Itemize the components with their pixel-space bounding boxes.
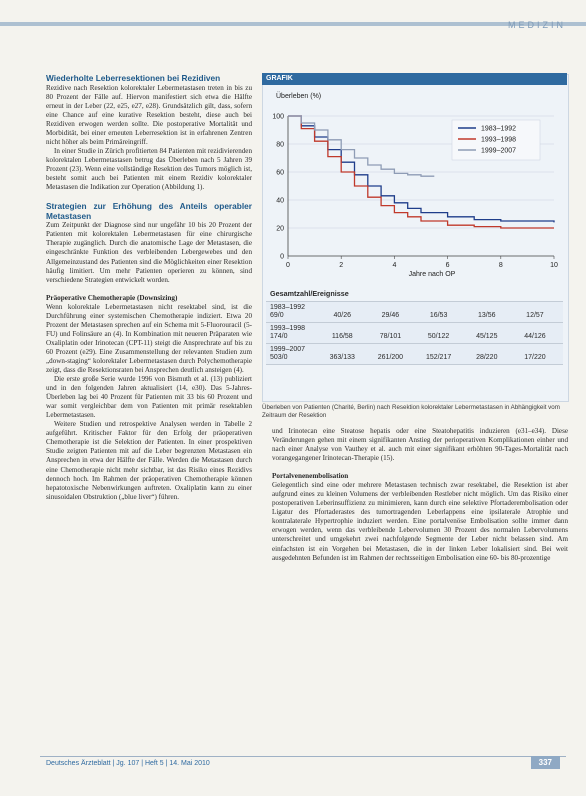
table-cell: 16/53 (429, 312, 448, 319)
series-line-2 (288, 116, 434, 176)
table-cell: 78/101 (379, 333, 402, 340)
y-tick-label: 80 (276, 141, 284, 149)
heading-rezidive: Wiederholte Leberresektionen bei Rezidiven (46, 73, 221, 83)
y-tick-label: 100 (272, 113, 284, 121)
y-axis-label: Überleben (%) (276, 93, 322, 100)
table-cell: 29/46 (381, 312, 400, 319)
table-cell: 45/125 (476, 333, 498, 340)
page-number: 337 (531, 756, 560, 769)
y-tick-label: 60 (276, 169, 284, 177)
heading-portalvenen: Portalvenenembolisation (272, 472, 349, 481)
table-period-label: 1983–1992 (266, 302, 563, 311)
paragraph: Rezidive nach Resektion kolorektaler Lebermetastasen treten in bis zu 80 Prozent der Fälle auf. Hiervon manifestiert sich etwa die Hälfte erneut in der Leber (22, e25, e27, e28). Grundsätzlich gilt, dass, sofern eine Chance auf eine kurative Resektion besteht, diese auch bei Rezidiven erwogen werden sollte. Die postoperative Mortalität und Morbidität, bei einer erneuten Leberresektion ist in erfahrenen Zentren nicht höher als beim Primäreingriff. (46, 83, 252, 146)
heading-chemotherapie: Präoperative Chemotherapie (Downsizing) (46, 293, 178, 302)
section-label: MEDIZIN (508, 20, 566, 30)
paragraph: Die erste große Serie wurde 1996 von Bismuth et al. (13) publiziert und in den folgenden Jahren aktualisiert (14, e30). Das 5-Jahres-Überleben lag bei 40 Prozent für Patienten mit 33 bis 60 Prozent und war somit vergleichbar dem von Patienten mit primär resektablen Lebermetastasen. (46, 375, 252, 420)
y-tick-label: 20 (276, 225, 284, 233)
table-row (266, 332, 563, 344)
y-tick-label: 40 (276, 197, 284, 205)
x-tick-label: 6 (445, 262, 450, 269)
x-tick-label: 8 (498, 262, 503, 269)
legend-label: 1983–1992 (481, 125, 517, 133)
right-column (272, 427, 568, 563)
table-cell: 44/126 (524, 333, 546, 340)
table-cell: 13/56 (478, 312, 496, 319)
figure-tag: GRAFIK (262, 73, 567, 85)
footer-rule (40, 756, 566, 757)
header-rule (0, 22, 586, 26)
table-cell: 69/0 (270, 312, 284, 319)
heading-strategien: Strategien zur Erhöhung des Anteils operabler Metastasen (46, 201, 252, 221)
paragraph: und Irinotecan eine Steatose hepatis oder eine Steatohepatitis induzieren (e31–e34). Diese Veränderungen gehen mit einem signifikanten Anstieg der perioperativen Komplikationen einher und nach einer Analyse von Vauthey et al. auch mit einer signifikant erhöhten 90-Tages-Mortalität nach vorangegangener Irinotecan-Therapie (15). (272, 427, 568, 463)
table-cell: 12/57 (526, 312, 544, 319)
table-cell: 28/220 (476, 354, 498, 361)
x-tick-label: 10 (550, 262, 558, 269)
table-cell: 116/58 (331, 333, 353, 340)
paragraph: Gelegentlich sind eine oder mehrere Metastasen technisch zwar resektabel, die Resektion ist aber aufgrund eines zu kleinen Volumens der verbleibenden Restleber nicht möglich. Um das Risiko einer postoperativen Leberinsuffizienz zu minimieren, kann durch eine selektive Pfortaderembolisation oder Ligatur des Pfortaderastes des tumortragenden Leberlappens eine ipsilaterale Atrophie und kontralaterale Hypertrophie induziert werden. Eine portalvenöse Embolisation sollte immer dann erwogen werden, wenn das verbleibende Lebervolumen 30 Prozent des normalen Lebervolumens unterschreitet und umgekehrt zwei nachfolgende Segmente der Leber nicht belassen sind. Am einfachsten ist ein Vorgehen bei Metastasen, die in der linken Leber lokalisiert sind. Bei weit ausgedehnten Befunden ist im Rahmen der rechtsseitigen Embolisation eine 60- bis 80-prozentige (272, 481, 568, 562)
table-period-label: 1993–1998 (266, 323, 563, 332)
table-cell: 17/220 (524, 354, 546, 361)
x-axis-label: Jahre nach OP (408, 271, 456, 278)
x-ticks (286, 256, 558, 269)
left-column (46, 74, 252, 502)
table-cell: 363/133 (329, 354, 355, 361)
legend-label: 1993–1998 (481, 136, 517, 144)
x-tick-label: 4 (392, 262, 397, 269)
table-cell: 503/0 (270, 354, 288, 361)
y-tick-label: 0 (280, 253, 284, 261)
table-row (266, 311, 563, 323)
paragraph: Weitere Studien und retrospektive Analysen werden in Tabelle 2 aufgeführt. Kritischer Faktor für den Erfolg der präoperativen Chemotherapie ist die Selektion der Patienten. In einer prospektiven Studie zeigten Patienten mit auf die Leber begrenzten Metastasen ein Ansprechen in etwa der Hälfte der Fälle. Werden die Metastasen durch eine Chemotherapie nicht mehr sichtbar, ist das Risiko eines Rezidivs dennoch hoch. Im Rahmen der präoperativen Chemotherapie können hepatotoxische Nebenwirkungen auftreten. Oxaliplatin kann zu einer sinusoidalen Obstruktion („blue liver“) führen. (46, 420, 252, 501)
paragraph: In einer Studie in Zürich profitierten 84 Patienten mit rezidivierenden kolorektalen Lebermetastasen betrug das Überleben nach 5 Jahren 39 Prozent (23). Wenn eine vollständige Resektion des Tumors möglich ist, besteht somit auch bei Patienten mit einem Rezidiv kolorektaler Metastasen die Indikation zur Operation (Abbildung 1). (46, 146, 252, 192)
legend-label: 1999–2007 (481, 147, 517, 155)
table-cell: 261/200 (377, 354, 404, 361)
table-title: Gesamtzahl/Ereignisse (266, 286, 563, 302)
paragraph: Zum Zeitpunkt der Diagnose sind nur ungefähr 10 bis 20 Prozent der Patienten mit kolorektalen Lebermetastasen für eine chirurgische Therapie zugänglich. Durch die anatomische Lage der Metastasen, die eingeschränkte Funktion des verbleibenden Lebergewebes und den Allgemeinzustand des Patienten sind die Möglichkeiten einer Resektion häufig limitiert. Um mehr Patienten operieren zu können, sind verschiedene Strategien entwickelt worden. (46, 221, 252, 284)
table-cell: 50/122 (427, 333, 450, 340)
risk-table (266, 286, 563, 365)
footer-journal: Deutsches Ärzteblatt | Jg. 107 | Heft 5 | 14. Mai 2010 (46, 760, 210, 767)
figure-caption: Überleben von Patienten (Charité, Berlin) nach Resektion kolorektaler Lebermetastasen in Abhängigkeit vom Zeitraum der Resektion (262, 404, 560, 419)
x-tick-label: 0 (286, 262, 290, 269)
table-period-label: 1999–2007 (266, 344, 563, 353)
y-ticks (272, 114, 284, 261)
survival-chart (262, 86, 567, 282)
table-cell: 152/217 (425, 354, 452, 361)
table-cell: 40/26 (333, 312, 352, 319)
paragraph: Wenn kolorektale Lebermetastasen nicht resektabel sind, ist die Durchführung einer systemischen Chemotherapie indiziert. Etwa 20 Prozent der Metastasen sprechen auf ein Schema mit 5-Fluorouracil (5-FU) und Folinsäure an (4). In Kombination mit neueren Präparaten wie Oxaliplatin oder Irinotecan (CPT-11) steigt die Ansprechrate auf bis zu 60 Prozent (e29). Eine Zusammenstellung der relevanten Studien zum „down-staging“ kolorektaler Lebermetastasen durch Polychemotherapie zeigt, dass die Resektionsraten bei Ansprechen deutlich ansteigen (4). (46, 302, 252, 374)
chart-legend (452, 120, 540, 160)
x-tick-label: 2 (339, 262, 344, 269)
table-row (266, 353, 563, 365)
table-cell: 174/0 (270, 333, 288, 340)
